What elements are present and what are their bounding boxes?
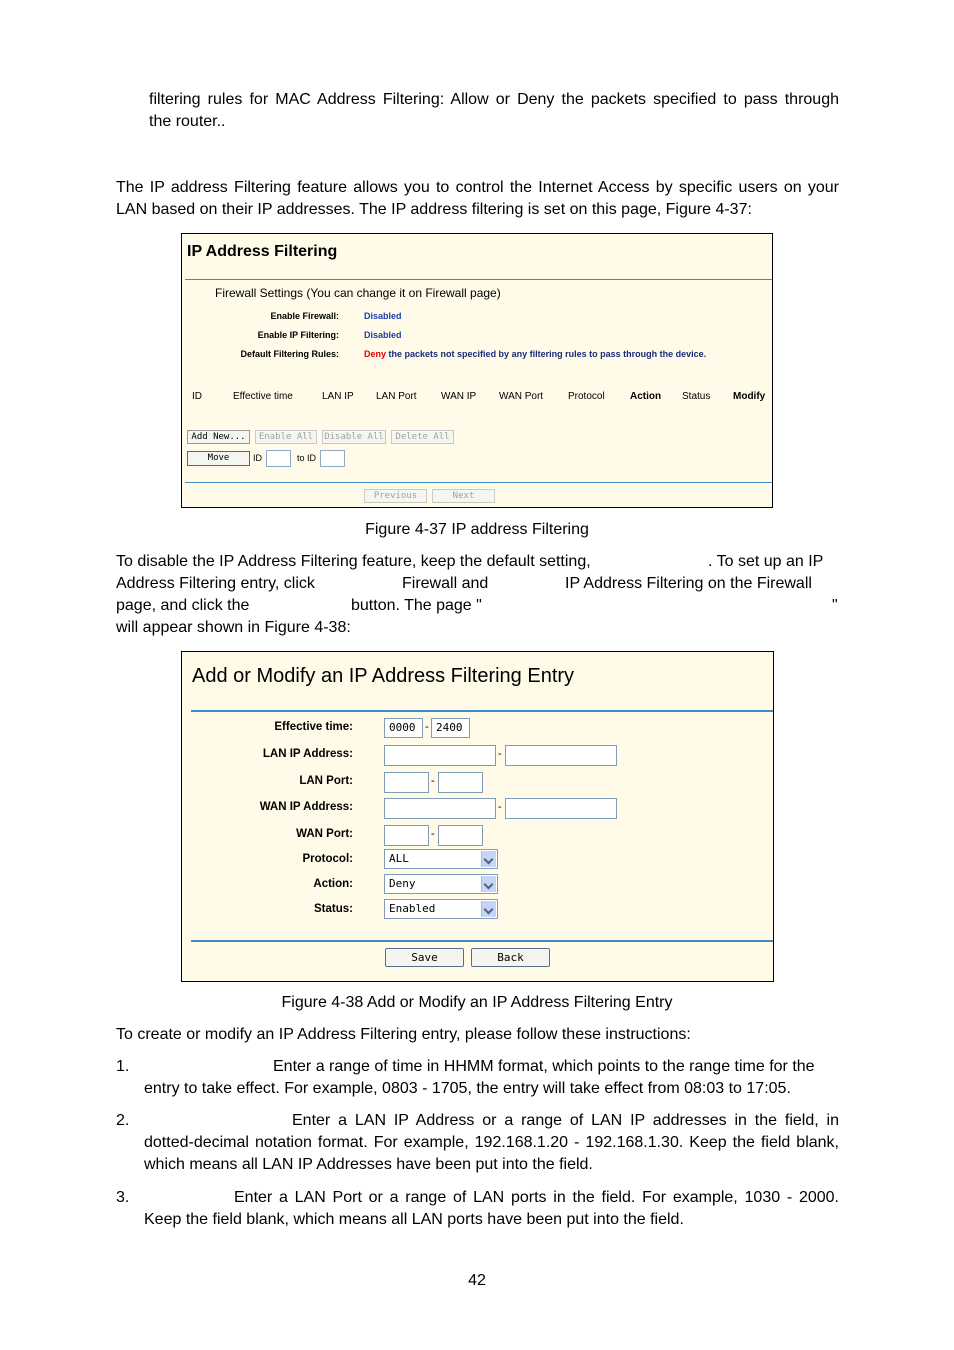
step-2-rest: dotted-decimal notation format. For example, 192.168.1.20 - 192.168.1.30. Keep the field blank, which means all LAN IP Addresses have been put into the field. xyxy=(144,1134,839,1173)
wan-port-label: WAN Port: xyxy=(296,828,353,840)
para2-line2-start: Address Filtering entry, click xyxy=(116,575,315,592)
back-button[interactable]: Back xyxy=(471,948,550,967)
lan-port-end-input[interactable] xyxy=(438,772,483,793)
move-to-id-label: to ID xyxy=(297,453,317,463)
column-action: Action xyxy=(630,391,662,402)
effective-time-label: Effective time: xyxy=(274,721,353,733)
instructions-intro: To create or modify an IP Address Filtering entry, please follow these instructions: xyxy=(116,1026,691,1043)
column-status: Status xyxy=(682,391,711,402)
step-1-first-line: Enter a range of time in HHMM format, which points to the range time for the xyxy=(273,1058,815,1075)
wan-ip-end-input[interactable] xyxy=(505,798,617,819)
page-number: 42 xyxy=(468,1272,486,1289)
add-new-button[interactable]: Add New... xyxy=(187,430,250,444)
para2-line3-mid: button. The page " xyxy=(351,597,482,614)
bottom-divider xyxy=(185,482,772,483)
enable-firewall-label: Enable Firewall: xyxy=(270,311,339,321)
lan-port-label: LAN Port: xyxy=(299,775,353,787)
wan-port-start-input[interactable] xyxy=(384,825,429,846)
add-modify-ip-filtering-screenshot xyxy=(181,651,774,982)
time-start-input[interactable]: 0000 xyxy=(384,718,423,738)
step-1-number: 1. xyxy=(116,1058,130,1075)
step-1-rest: entry to take effect. For example, 0803 - 1705, the entry will take effect from 08:03 to 17:05. xyxy=(144,1080,791,1097)
action-selected-value: Deny xyxy=(389,877,416,890)
status-select[interactable] xyxy=(384,899,498,919)
wan-ip-start-input[interactable] xyxy=(384,798,496,819)
action-select[interactable] xyxy=(384,874,498,894)
figure-4-38-caption: Figure 4-38 Add or Modify an IP Address Filtering Entry xyxy=(281,994,673,1011)
status-selected-value: Enabled xyxy=(389,902,436,915)
lan-ip-end-input[interactable] xyxy=(505,745,617,766)
previous-button[interactable]: Previous xyxy=(364,489,427,503)
para2-line1-start: To disable the IP Address Filtering feature, keep the default setting, xyxy=(116,553,591,570)
lan-ip-dash: - xyxy=(498,748,502,760)
chevron-down-icon[interactable] xyxy=(481,876,496,892)
enable-ip-filtering-label: Enable IP Filtering: xyxy=(257,330,339,340)
default-filtering-rules-value xyxy=(364,349,706,359)
move-from-id-input[interactable] xyxy=(266,450,291,467)
lan-port-dash: - xyxy=(431,775,435,787)
step-3-number: 3. xyxy=(116,1189,130,1206)
ip-address-filtering-screenshot xyxy=(181,233,773,508)
figure-4-37-caption: Figure 4-37 IP address Filtering xyxy=(365,521,589,538)
step-2-first-line: Enter a LAN IP Address or a range of LAN IP addresses in the field, in xyxy=(292,1112,839,1129)
status-label: Status: xyxy=(314,903,353,915)
title-divider xyxy=(185,279,772,280)
lan-ip-address-label: LAN IP Address: xyxy=(262,748,353,760)
delete-all-button[interactable]: Delete All xyxy=(391,430,454,444)
column-wan-ip: WAN IP xyxy=(441,391,477,402)
column-wan-port: WAN Port xyxy=(499,391,544,402)
entry-form-title: Add or Modify an IP Address Filtering Entry xyxy=(192,665,575,687)
time-dash: - xyxy=(425,721,429,733)
next-button[interactable]: Next xyxy=(432,489,495,503)
chevron-down-icon[interactable] xyxy=(481,901,496,917)
enable-ip-filtering-value: Disabled xyxy=(364,330,402,340)
disable-all-button[interactable]: Disable All xyxy=(322,430,386,444)
para2-line2-end: IP Address Filtering on the Firewall xyxy=(565,575,812,592)
lan-ip-start-input[interactable] xyxy=(384,745,496,766)
column-lan-ip: LAN IP xyxy=(322,391,354,402)
intro-line-2: the router.. xyxy=(149,113,226,130)
title-divider xyxy=(191,710,773,712)
move-to-id-input[interactable] xyxy=(320,450,345,467)
protocol-selected-value: ALL xyxy=(389,852,409,865)
paragraph-ip-filtering-intro: The IP address Filtering feature allows you to control the Internet Access by specific users on your LAN based on their IP addresses. The IP address filtering is set on this page, Figure 4-37: xyxy=(116,179,839,218)
wan-port-end-input[interactable] xyxy=(438,825,483,846)
intro-line-1: filtering rules for MAC Address Filtering: Allow or Deny the packets specified to pass through xyxy=(149,91,839,108)
action-label: Action: xyxy=(313,878,353,890)
chevron-down-icon[interactable] xyxy=(481,851,496,867)
lan-port-start-input[interactable] xyxy=(384,772,429,793)
para2-line2-mid: Firewall and xyxy=(402,575,489,592)
protocol-select[interactable] xyxy=(384,849,498,869)
step-3-rest: Keep the field blank, which means all LAN ports have been put into the field. xyxy=(144,1211,684,1228)
column-id: ID xyxy=(192,391,202,402)
wan-ip-dash: - xyxy=(498,801,502,813)
bottom-divider xyxy=(191,940,773,942)
intro-text xyxy=(149,89,839,133)
column-modify: Modify xyxy=(733,391,766,402)
move-id-label: ID xyxy=(253,453,262,463)
column-lan-port: LAN Port xyxy=(376,391,417,402)
para2-line3-start: page, and click the xyxy=(116,597,250,614)
enable-firewall-value: Disabled xyxy=(364,311,402,321)
enable-all-button[interactable]: Enable All xyxy=(255,430,317,444)
default-filtering-rules-label: Default Filtering Rules: xyxy=(240,349,339,359)
firewall-settings-heading: Firewall Settings (You can change it on Firewall page) xyxy=(215,286,501,300)
protocol-label: Protocol: xyxy=(302,853,353,865)
save-button[interactable]: Save xyxy=(385,948,464,967)
wan-port-dash: - xyxy=(431,828,435,840)
para2-line3-end: " xyxy=(832,597,838,614)
para2-line4: will appear shown in Figure 4-38: xyxy=(116,619,351,636)
para2-line1-end: . To set up an IP xyxy=(708,553,824,570)
default-rule-description: the packets not specified by any filtering rules to pass through the device. xyxy=(388,349,707,359)
move-button[interactable]: Move xyxy=(187,451,250,466)
step-3-first-line: Enter a LAN Port or a range of LAN ports in the field. For example, 1030 - 2000. xyxy=(234,1189,839,1206)
figure-title: IP Address Filtering xyxy=(187,243,338,260)
deny-keyword: Deny xyxy=(364,349,387,359)
step-2-number: 2. xyxy=(116,1112,130,1129)
time-end-input[interactable]: 2400 xyxy=(431,718,470,738)
wan-ip-address-label: WAN IP Address: xyxy=(259,801,353,813)
column-effective-time: Effective time xyxy=(233,391,293,402)
column-protocol: Protocol xyxy=(568,391,605,402)
